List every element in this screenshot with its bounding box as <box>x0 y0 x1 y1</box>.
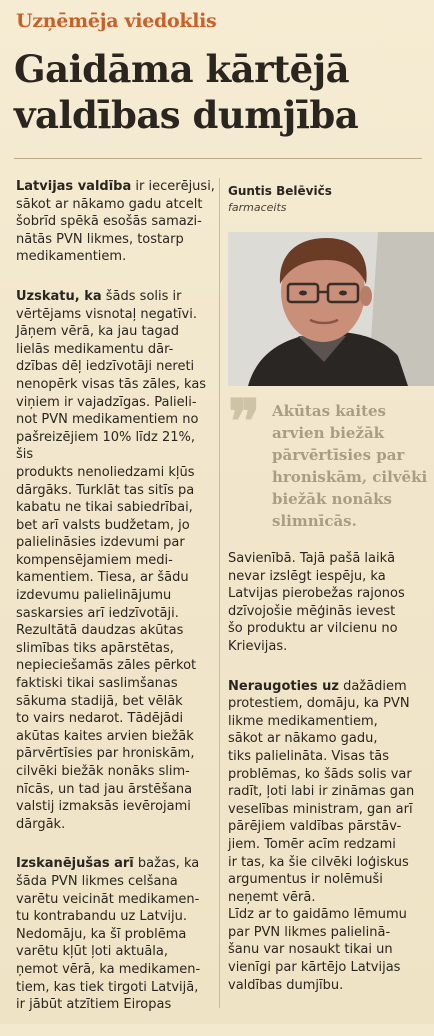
pull-quote-text: Akūtas kaites arvien biežāk pārvērtīsies par hroniskām, cilvēki biežāk nonāks slimnīcās. <box>272 402 428 530</box>
paragraph-text: bažas, ka šāda PVN likmes celšana varētu veicināt medikamen- tu kontrabandu uz Latviju. Nedomāju, ka šī problēma varētu kļūt ļoti aktuāla, ņemot vērā, ka medikamen- tiem, kas tiek tirgoti Latvijā, ir jābūt atzītiem Eiropas <box>16 856 201 1013</box>
column-divider <box>219 178 220 1008</box>
paragraph-text: dažādiem protestiem, domāju, ka PVN likme medikamentiem, sākot ar nākamo gadu, tiks palielināta. Visas tās problēmas, ko šāds solis var radīt, ļoti labi ir zināmas gan veselības ministram, gan arī pārējiem valdības pārstāv- jiem. Tomēr acīm redzami ir tas, ka šie cilvēki loģiskus argumentus ir nolēmuši neņemt vērā. Līdz ar to gaidāmo lēmumu par PVN likmes palielinā- šanu var nosaukt tikai un vienīgi par kārtējo Latvijas valdības dumjību. <box>228 678 415 993</box>
headline-divider <box>14 158 422 159</box>
article-headline <box>14 46 424 138</box>
paragraph-5 <box>228 678 428 995</box>
paragraph-1 <box>16 178 216 266</box>
paragraph-lead: Neraugoties uz <box>228 678 339 694</box>
right-column <box>228 178 428 993</box>
paragraph-text: šāds solis ir vērtējams visnotaļ negatīvi. Jāņem vērā, ka jau tagad lielās medikamentu dār- dzības dēļ iedzīvotāji nereti nenopērk visas tās zāles, kas viņiem ir vajadzīgas. Palieli- not PVN medikamentiem no pašreizējiem 10% līdz 21%, šis produkts nenoliedzami kļūs dārgāks. Turklāt tas sitīs pa kabatu ne tikai sabiedrībai, bet arī valsts budžetam, jo palielināsies izdevumi par kompensējamiem medi- kamentiem. Tiesa, ar šādu izdevumu palielinājumu saskarsies arī iedzīvotāji. Rezultātā daudzas akūtas slimības tiks apārstētas, nepieciešamās zāles pērkot faktiski tikai saslimšanas sākuma stadijā, bet vēlāk to vairs nedarot. Tādējādi akūtas kaites arvien biežāk pārvērtīsies par hroniskām, cilvēki biežāk nonāks slim- nīcās, un tad jau ārstēšana valstij izmaksās ievērojami dārgāk. <box>16 288 207 832</box>
pull-quote <box>228 387 428 532</box>
paragraph-text: Savienībā. Tajā pašā laikā nevar izslēgt iespēju, ka Latvijas pierobežas rajonos dzīvojošie mēģinās ievest šo produktu ar vilcienu no Krievijas. <box>228 551 405 654</box>
author-portrait-icon <box>228 232 434 386</box>
headline-text: Gaidāma kārtējā valdības dumjība <box>14 47 359 137</box>
paragraph-3 <box>16 855 216 1013</box>
paragraph-text: ir iecerējusi, sākot ar nākamo gadu atcelt šobrīd spēkā esošās samazi- nātās PVN likmes, tostarp medikamentiem. <box>16 179 215 265</box>
left-column <box>16 178 216 1036</box>
author-title: farmaceits <box>228 201 287 214</box>
paragraph-lead: Latvijas valdība <box>16 179 132 194</box>
paragraph-lead: Izskanējušas arī <box>16 856 134 872</box>
author-name: Guntis Belēvičs <box>228 184 332 198</box>
author-photo <box>228 232 434 386</box>
quote-mark-icon: ❞ <box>228 387 261 457</box>
paragraph-lead: Uzskatu, ka <box>16 288 102 304</box>
paragraph-2 <box>16 288 216 833</box>
section-kicker: Uzņēmēja viedoklis <box>16 10 217 32</box>
right-column-body <box>228 550 428 1016</box>
paragraph-4 <box>228 550 428 656</box>
